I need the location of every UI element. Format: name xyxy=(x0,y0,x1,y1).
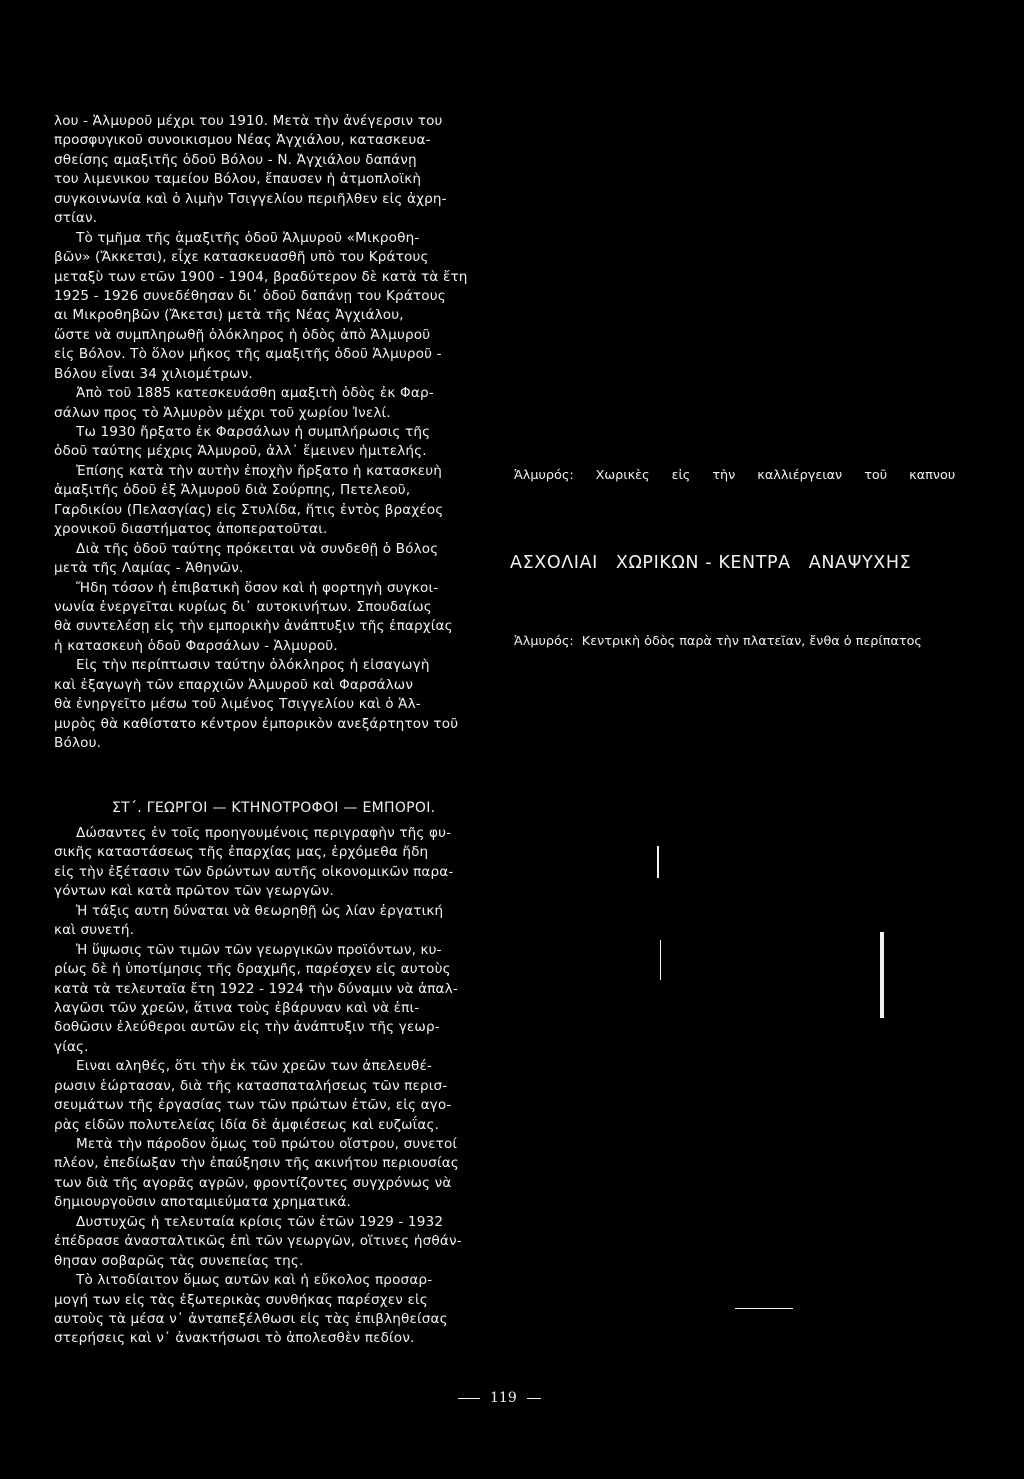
text-line: συγκοινωνία καὶ ὁ λιμὴν Τσιγγελίου περιῆλθεν εἰς ἀχρη- xyxy=(54,190,447,207)
section-heading: ΣΤ΄. ΓΕΩΡΓΟΙ — ΚΤΗΝΟΤΡΟΦΟΙ — ΕΜΠΟΡΟΙ. xyxy=(112,800,436,816)
text-line: μεταξὺ των ετῶν 1900 - 1904, βραδύτερον δὲ κατὰ τὰ ἔτη xyxy=(54,268,468,285)
text-line: κατὰ τὰ τελευταῖα ἔτη 1922 - 1924 τὴν δύναμιν νὰ ἀπαλ- xyxy=(54,980,458,997)
caption-word: Χωρικὲς xyxy=(595,468,650,483)
caption-place: Ἁλμυρός: xyxy=(514,468,574,483)
text-line: καὶ συνετή. xyxy=(54,922,135,939)
text-line: σικῆς καταστάσεως τῆς ἐπαρχίας μας, ἐρχόμεθα ἤδη xyxy=(54,844,429,861)
text-line: Ἡ τάξις αυτη δύναται νὰ θεωρηθῇ ὡς λίαν ἐργατική xyxy=(76,902,444,919)
text-line: Ειναι αληθές, ὅτι τὴν ἐκ τῶν χρεῶν των ἀπελευθέ- xyxy=(76,1058,432,1075)
text-line: λαγῶσι τῶν χρεῶν, ἅτινα τοὺς ἐβάρυναν καὶ νὰ ἐπι- xyxy=(54,999,420,1016)
text-line: Δώσαντες ἐν τοῖς προηγουμένοις περιγραφὴν τῆς φυ- xyxy=(76,825,452,841)
text-line: Ἡ ὕψωσις τῶν τιμῶν τῶν γεωργικῶν προϊόντων, κυ- xyxy=(76,941,442,958)
scan-mark xyxy=(735,1308,793,1309)
text-line: ὁδοῦ ταύτης μέχρις Ἁλμυροῦ, ἀλλ᾽ ἔμεινεν ἡμιτελής. xyxy=(54,443,427,460)
text-line: μετὰ τῆς Λαμίας - Ἀθηνῶν. xyxy=(54,560,244,577)
caption-word: τὴν xyxy=(712,468,736,483)
text-line: Ἀπὸ τοῦ 1885 κατεσκευάσθη αμαξιτὴ ὁδὸς ἐκ Φαρ- xyxy=(76,385,434,402)
text-line: Ἐπίσης κατὰ τὴν αυτὴν ἐποχὴν ἤρξατο ἡ κατασκευὴ xyxy=(76,462,443,479)
text-line: αυτοὺς τὰ μέσα ν᾽ ἀνταπεξέλθωσι εἰς τὰς ἐπιβληθείσας xyxy=(54,1310,448,1327)
caption-word: καπνου xyxy=(909,468,956,483)
text-line: ὥστε νὰ συμπληρωθῇ ὁλόκληρος ἡ ὁδὸς ἀπὸ Ἁλμυροῦ xyxy=(54,326,431,343)
text-line: σθείσης αμαξιτῆς ὁδοῦ Βόλου - Ν. Ἀγχιάλου δαπάνῃ xyxy=(54,151,417,168)
text-line: δοθῶσιν ἐλεύθεροι αυτῶν εἰς τὴν ἀνάπτυξιν τῆς γεωρ- xyxy=(54,1019,440,1036)
text-line: εἰς Βόλον. Τὸ ὅλον μῆκος τῆς αμαξιτῆς ὁδοῦ Ἁλμυροῦ - xyxy=(54,346,442,363)
text-line: Ἤδη τόσον ἡ ἐπιβατικὴ ὅσον καὶ ἡ φορτηγὴ συγκοι- xyxy=(76,579,439,596)
text-line: ἁμαξιτῆς ὁδοῦ ἐξ Ἁλμυροῦ διὰ Σούρπης, Πετελεοῦ, xyxy=(54,482,411,499)
text-line: αι Μικροθηβῶν (Ἄκετσι) μετὰ τῆς Νέας Ἀγχιάλου, xyxy=(54,307,404,324)
text-line: Τὸ λιτοδίαιτον ὅμως αυτῶν καὶ ἡ εὔκολος προσαρ- xyxy=(76,1272,433,1289)
text-line: γόντων καὶ κατὰ πρῶτον τῶν γεωργῶν. xyxy=(54,883,334,900)
text-line: 1925 - 1926 συνεδέθησαν δι᾽ ὁδοῦ δαπάνῃ του Κράτους xyxy=(54,287,446,304)
scan-mark xyxy=(880,932,884,1018)
panel-title-middle: ΧΩΡΙΚΩΝ - ΚΕΝΤΡΑ xyxy=(615,553,791,573)
text-line: σευμάτων τῆς ἐργασίας των τῶν πρώτων ἐτῶν, εἰς αγο- xyxy=(54,1097,452,1114)
text-column-lower xyxy=(54,824,472,1349)
text-line: Βόλου εἶναι 34 χιλιομέτρων. xyxy=(54,365,253,382)
text-column-upper xyxy=(54,112,472,753)
text-line: θὰ ἐνηργεῖτο μέσω τοῦ λιμένος Τσιγγελίου καὶ ὁ Ἁλ- xyxy=(54,696,421,713)
caption-word: εἰς xyxy=(671,468,691,483)
text-line: στίαν. xyxy=(54,210,98,227)
caption-text: Κεντρικὴ ὁδὸς παρὰ τὴν πλατεῖαν, ἔνθα ὁ περίπατος xyxy=(581,634,922,649)
photo-caption-main-street xyxy=(514,634,922,649)
text-line: γίας. xyxy=(54,1038,89,1055)
text-line: θὰ συντελέσῃ εἰς τὴν εμπορικὴν ἀνάπτυξιν τῆς ἐπαρχίας xyxy=(54,618,453,635)
text-line: μυρὸς θὰ καθίστατο κέντρον ἐμπορικὸν ανεξάρτητον τοῦ xyxy=(54,715,459,732)
panel-title-end: ΑΝΑΨΥΧΗΣ xyxy=(808,553,912,573)
photo-panel-title xyxy=(510,553,911,573)
panel-title-left: ΑΣΧΟΛΙΑΙ xyxy=(510,553,598,573)
text-line: Εἰς τὴν περίπτωσιν ταύτην ὁλόκληρος ἡ εἰσαγωγὴ xyxy=(76,657,430,674)
text-line: θησαν σοβαρῶς τὰς συνεπείας της. xyxy=(54,1252,304,1269)
caption-place: Ἁλμυρός: xyxy=(514,634,574,649)
text-line: σάλων προς τὸ Ἁλμυρὸν μέχρι τοῦ χωρίου Ἰνελί. xyxy=(54,404,391,421)
photo-caption-tobacco xyxy=(514,468,977,483)
text-line: πλέον, ἐπεδίωξαν τὴν ἐπαύξησιν τῆς ακινήτου περιουσίας xyxy=(54,1155,459,1172)
text-line: προσφυγικοῦ συνοικισμου Νέας Ἀγχιάλου, κατασκευα- xyxy=(54,132,431,149)
text-line: χρονικοῦ διαστήματος ἀποπερατοῦται. xyxy=(54,521,328,538)
caption-word: καλλιέργειαν xyxy=(757,468,843,483)
text-line: Μετὰ τὴν πάροδον ὅμως τοῦ πρώτου οἴστρου, συνετοί xyxy=(76,1136,458,1152)
text-line: καὶ ἐξαγωγὴ τῶν επαρχιῶν Ἁλμυροῦ καὶ Φαρσάλων xyxy=(54,676,414,693)
text-line: των διὰ τῆς αγορᾶς αγρῶν, φροντίζοντες συγχρόνως νὰ xyxy=(54,1174,452,1191)
text-line: ρωσιν ἑώρτασαν, διὰ τῆς κατασπαταλήσεως τῶν περισ- xyxy=(54,1077,448,1094)
text-line: εἰς τὴν ἐξέτασιν τῶν δρώντων αυτῆς οἰκονομικῶν παρα- xyxy=(54,863,454,880)
text-line: Γαρδικίου (Πελασγίας) εἰς Στυλίδα, ἥτις ἐντὸς βραχέος xyxy=(54,501,444,518)
text-line: ρίως δὲ ἡ ὑποτίμησις τῆς δραχμῆς, παρέσχεν εἰς αυτοὺς xyxy=(54,961,451,978)
text-line: ρὰς εἰδῶν πολυτελείας ἰδία δὲ ἀμφιέσεως καὶ ευζωΐας. xyxy=(54,1116,440,1133)
text-line: στερήσεις καὶ ν᾽ ἀνακτήσωσι τὸ ἀπολεσθὲν πεδίον. xyxy=(54,1330,415,1347)
text-line: βῶν» (Ἄκκετσι), εἶχε κατασκευασθῆ υπὸ του Κράτους xyxy=(54,249,429,266)
caption-word: τοῦ xyxy=(864,468,888,483)
text-line: Δυστυχῶς ἡ τελευταία κρίσις τῶν ἐτῶν 1929 - 1932 xyxy=(76,1213,444,1230)
text-line: Βόλου. xyxy=(54,735,102,751)
text-line: Τω 1930 ἤρξατο ἐκ Φαρσάλων ἡ συμπλήρωσις τῆς xyxy=(76,424,431,440)
text-line: λου - Ἁλμυροῦ μέχρι του 1910. Μετὰ τὴν ἀνέγερσιν του xyxy=(54,113,443,129)
text-line: του λιμενικου ταμείου Βόλου, ἔπαυσεν ἡ ἀτμοπλοϊκὴ xyxy=(54,171,422,188)
page-number: 119 xyxy=(458,1390,541,1406)
text-line: νωνία ἐνεργεῖται κυρίως δι᾽ αυτοκινήτων. Σπουδαίως xyxy=(54,598,432,615)
text-line: μογή των εἰς τὰς ἐξωτερικὰς συνθήκας παρέσχεν εἰς xyxy=(54,1291,428,1308)
text-line: δημιουργοῦσιν αποταμιεύματα χρηματικά. xyxy=(54,1194,351,1211)
scan-mark xyxy=(657,846,659,878)
text-line: ἐπέδρασε ἀνασταλτικῶς ἐπὶ τῶν γεωργῶν, οἵτινες ἠσθάν- xyxy=(54,1233,462,1250)
scan-mark xyxy=(660,940,661,980)
text-line: ἡ κατασκευὴ ὁδοῦ Φαρσάλων - Ἁλμυροῦ. xyxy=(54,637,338,654)
text-line: Διὰ τῆς ὁδοῦ ταύτης πρόκειται νὰ συνδεθῇ ὁ Βόλος xyxy=(76,540,439,557)
text-line: Τὸ τμῆμα τῆς ἁμαξιτῆς ὁδοῦ Ἁλμυροῦ «Μικροθη- xyxy=(76,229,420,246)
